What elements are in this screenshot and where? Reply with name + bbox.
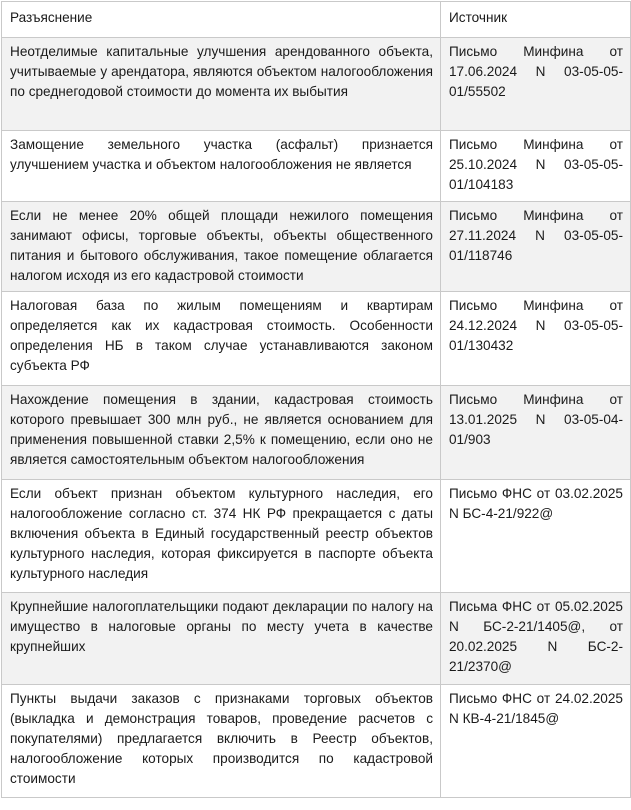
table-row bbox=[2, 480, 631, 593]
table-row bbox=[2, 38, 631, 131]
explanation-cell: Если не менее 20% общей площади нежилого помещения занимают офисы, торговые объекты, объекты общественного питания и бытового обслуживания, такое помещение облагается налогом исходя из его кадастровой стоимости bbox=[2, 202, 441, 292]
source-cell: Письмо Минфина от 27.11.2024 N 03-05-05-01/118746 bbox=[441, 202, 631, 292]
explanation-cell: Крупнейшие налогоплательщики подают декларации по налогу на имущество в налоговые органы по месту учета в качестве крупнейших bbox=[2, 593, 441, 685]
clarifications-table bbox=[1, 1, 631, 798]
table-row bbox=[2, 593, 631, 685]
table-header-row bbox=[2, 2, 631, 38]
source-cell: Письмо Минфина от 25.10.2024 N 03-05-05-01/104183 bbox=[441, 131, 631, 202]
source-cell: Письмо Минфина от 17.06.2024 N 03-05-05-01/55502 bbox=[441, 38, 631, 131]
column-header-source: Источник bbox=[441, 2, 631, 38]
source-cell: Письма ФНС от 05.02.2025 N БС-2-21/1405@, от 20.02.2025 N БС-2-21/2370@ bbox=[441, 593, 631, 685]
explanation-cell: Пункты выдачи заказов с признаками торговых объектов (выкладка и демонстрация товаров, проведение расчетов с покупателями) предлагается включить в Реестр объектов, налогообложение которых производится по кадастровой стоимости bbox=[2, 685, 441, 798]
source-cell: Письмо Минфина от 24.12.2024 N 03-05-05-01/130432 bbox=[441, 292, 631, 386]
source-cell: Письмо ФНС от 24.02.2025 N КВ-4-21/1845@ bbox=[441, 685, 631, 798]
column-header-explanation: Разъяснение bbox=[2, 2, 441, 38]
explanation-cell: Налоговая база по жилым помещениям и квартирам определяется как их кадастровая стоимость. Особенности определения НБ в таком случае устанавливаются законом субъекта РФ bbox=[2, 292, 441, 386]
table-row bbox=[2, 292, 631, 386]
explanation-cell: Замощение земельного участка (асфальт) признается улучшением участка и объектом налогообложения не является bbox=[2, 131, 441, 202]
table-row bbox=[2, 202, 631, 292]
source-cell: Письмо Минфина от 13.01.2025 N 03-05-04-01/903 bbox=[441, 386, 631, 480]
table-row bbox=[2, 131, 631, 202]
explanation-cell: Неотделимые капитальные улучшения арендованного объекта, учитываемые у арендатора, являются объектом налогообложения по среднегодовой стоимости до момента их выбытия bbox=[2, 38, 441, 131]
source-cell: Письмо ФНС от 03.02.2025 N БС-4-21/922@ bbox=[441, 480, 631, 593]
explanation-cell: Если объект признан объектом культурного наследия, его налогообложение согласно ст. 374 НК РФ прекращается с даты включения объекта в Единый государственный реестр объектов культурного наследия, которая фиксируется в паспорте объекта культурного наследия bbox=[2, 480, 441, 593]
explanation-cell: Нахождение помещения в здании, кадастровая стоимость которого превышает 300 млн руб., не является основанием для применения повышенной ставки 2,5% к помещению, если оно не является самостоятельным объектом налогообложения bbox=[2, 386, 441, 480]
table-row bbox=[2, 685, 631, 798]
table-row bbox=[2, 386, 631, 480]
